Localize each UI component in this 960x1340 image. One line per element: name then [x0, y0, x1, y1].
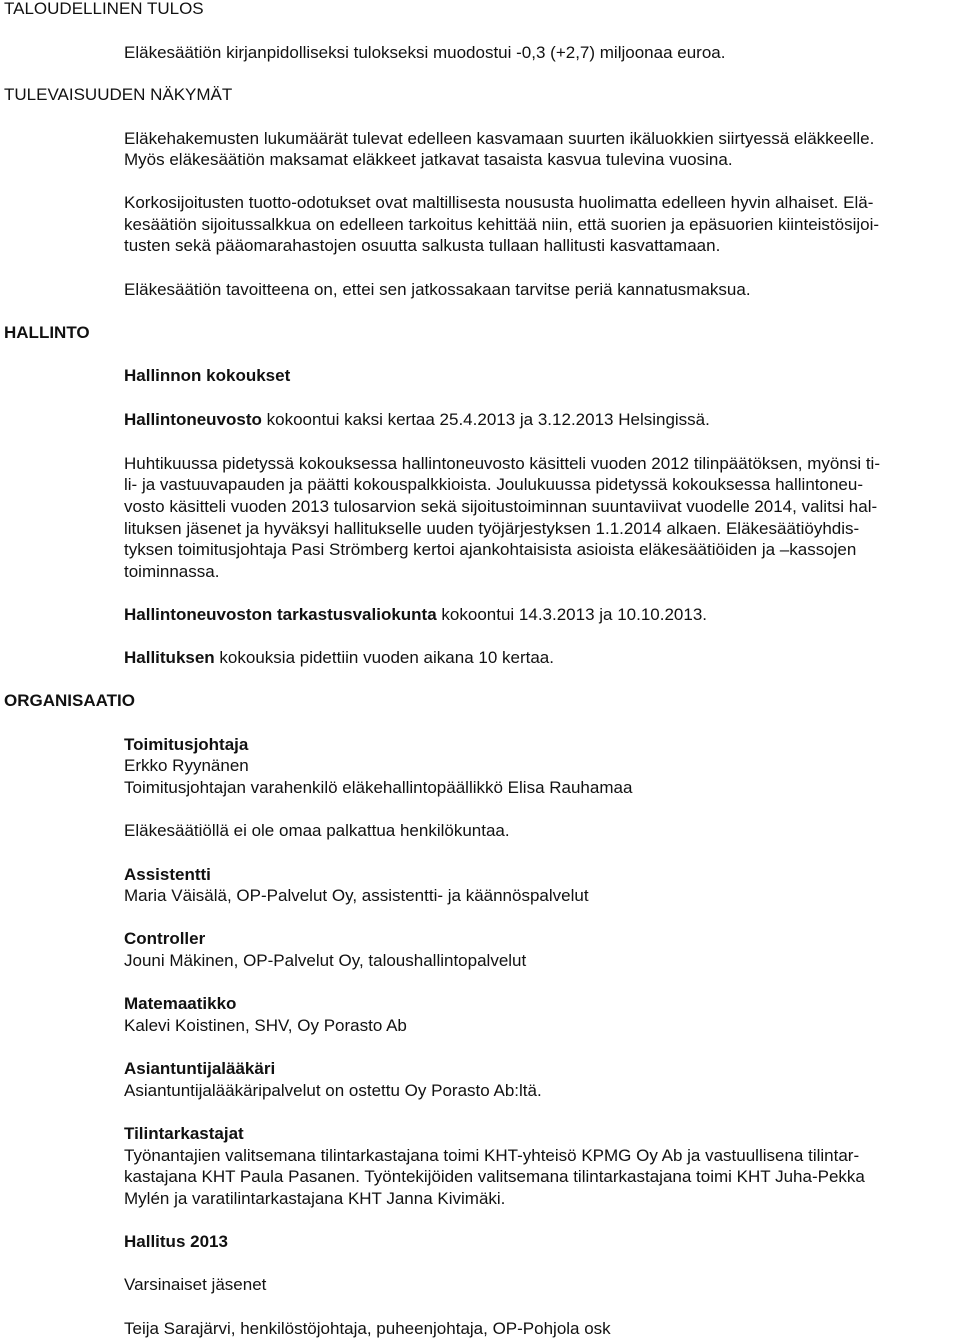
tilintarkastajat-heading: Tilintarkastajat — [124, 1124, 244, 1143]
matemaatikko-text: Kalevi Koistinen, SHV, Oy Porasto Ab — [124, 1016, 407, 1035]
text-line: tyksen toimitusjohtaja Pasi Strömberg kertoi ajankohtaisista asioista eläkesäätiöiden ja –kassojen — [124, 540, 857, 559]
hallitus-text: kokouksia pidettiin vuoden aikana 10 kertaa. — [214, 648, 554, 667]
tarkastusvaliokunta-line — [124, 604, 707, 626]
text-line: Mylén ja varatilintarkastajana KHT Janna Kivimäki. — [124, 1189, 506, 1208]
section-heading-tulevaisuuden-nakymat: TULEVAISUUDEN NÄKYMÄT — [4, 85, 233, 104]
tulos-text: Eläkesäätiön kirjanpidolliseksi tulokseksi muodostui -0,3 (+2,7) miljoonaa euroa. — [124, 43, 726, 62]
hallitus-member: Teija Sarajärvi, henkilöstöjohtaja, puheenjohtaja, OP-Pohjola osk — [124, 1319, 611, 1338]
varsinaiset-jasenet-label: Varsinaiset jäsenet — [124, 1275, 267, 1294]
hallinnon-kokoukset-heading: Hallinnon kokoukset — [124, 366, 291, 385]
text-line: toiminnassa. — [124, 562, 220, 581]
text-line: Työnantajien valitsemana tilintarkastajana toimi KHT-yhteisö KPMG Oy Ab ja vastuullisena tilintar- — [124, 1146, 860, 1165]
matemaatikko-heading: Matemaatikko — [124, 994, 237, 1013]
toimitusjohtaja-heading: Toimitusjohtaja — [124, 735, 249, 754]
text-line: Huhtikuussa pidetyssä kokouksessa hallintoneuvosto käsitteli vuoden 2012 tilinpäätöksen, myönsi ti- — [124, 454, 880, 473]
hallintoneuvosto-line — [124, 409, 710, 431]
toimitusjohtaja-name: Erkko Ryynänen — [124, 756, 249, 775]
assistentti-heading: Assistentti — [124, 865, 211, 884]
hallitus-label: Hallituksen — [124, 648, 215, 667]
asiantuntijalaakari-text: Asiantuntijalääkäripalvelut on ostettu Oy Porasto Ab:ltä. — [124, 1081, 542, 1100]
text-line: Korkosijoitusten tuotto-odotukset ovat maltillisesta noususta huolimatta edelleen hyvin alhaiset. Elä- — [124, 193, 874, 212]
text-line: vosto käsitteli vuoden 2013 tulosarvion sekä sijoitustoiminnan suuntaviivat vuodelle 2014, valitsi hal- — [124, 497, 878, 516]
controller-heading: Controller — [124, 929, 206, 948]
asiantuntijalaakari-heading: Asiantuntijalääkäri — [124, 1059, 276, 1078]
tarkastusvaliokunta-text: kokoontui 14.3.2013 ja 10.10.2013. — [436, 605, 708, 624]
text-line: kesäätiön sijoitussalkkua on edelleen tarkoitus kehittää niin, että suorien ja epäsuorien kiinteistösijoi- — [124, 215, 880, 234]
text-line: tusten sekä pääomarahastojen osuutta salkusta tullaan hallitusti kasvattamaan. — [124, 236, 721, 255]
text-line: li- ja vastuuvapauden ja päätti kokouspalkkioista. Joulukuussa pidetyssä kokouksessa hallintoneu- — [124, 475, 863, 494]
assistentti-text: Maria Väisälä, OP-Palvelut Oy, assistentti- ja käännöspalvelut — [124, 886, 589, 905]
hallintoneuvosto-text: kokoontui kaksi kertaa 25.4.2013 ja 3.12.2013 Helsingissä. — [261, 410, 710, 429]
hallitus-2013-heading: Hallitus 2013 — [124, 1232, 228, 1251]
hallitus-kokoukset-line — [124, 647, 554, 669]
section-heading-taloudellinen-tulos: TALOUDELLINEN TULOS — [4, 0, 204, 18]
palkattu-text: Eläkesäätiöllä ei ole omaa palkattua henkilökuntaa. — [124, 821, 510, 840]
controller-text: Jouni Mäkinen, OP-Palvelut Oy, taloushallintopalvelut — [124, 951, 527, 970]
text-line: lituksen jäsenet ja hyväksyi hallitukselle uuden työjärjestyksen 1.1.2014 alkaen. Eläkesäätiöyhdis- — [124, 519, 860, 538]
text-line: Myös eläkesäätiön maksamat eläkkeet jatkavat tasaista kasvua tulevina vuosina. — [124, 150, 733, 169]
hallintoneuvosto-label: Hallintoneuvosto — [124, 410, 262, 429]
toimitusjohtaja-varahenkilo: Toimitusjohtajan varahenkilö eläkehallintopäällikkö Elisa Rauhamaa — [124, 778, 633, 797]
section-heading-hallinto: HALLINTO — [4, 323, 90, 342]
text-line: Eläkehakemusten lukumäärät tulevat edelleen kasvamaan suurten ikäluokkien siirtyessä eläkkeelle. — [124, 129, 875, 148]
section-heading-organisaatio: ORGANISAATIO — [4, 691, 135, 710]
text-line: kastajana KHT Paula Pasanen. Työntekijöiden valitsemana tilintarkastajana toimi KHT Juha-Pekka — [124, 1167, 865, 1186]
tarkastusvaliokunta-label: Hallintoneuvoston tarkastusvaliokunta — [124, 605, 437, 624]
nakymat-paragraph-3: Eläkesäätiön tavoitteena on, ettei sen jatkossakaan tarvitse periä kannatusmaksua. — [124, 280, 751, 299]
